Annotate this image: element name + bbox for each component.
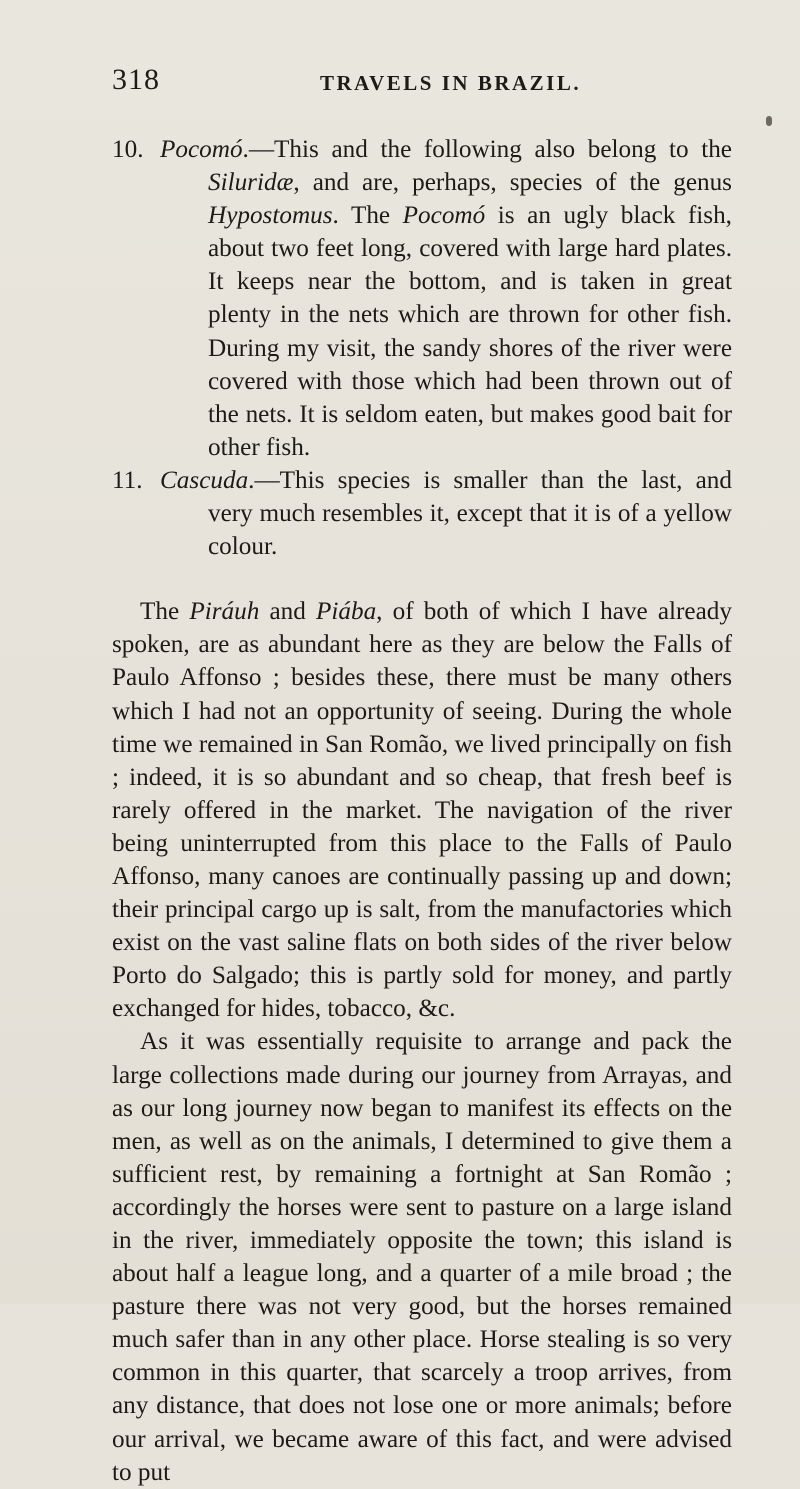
family-name: Siluridæ [208,169,294,197]
entry-number: 11. [112,466,143,494]
page-body [112,133,732,1489]
fish-entry-pocomo [112,133,732,464]
paragraph-text: The [140,598,190,626]
section-gap [112,563,732,595]
ink-speck [766,116,772,126]
running-title: TRAVELS IN BRAZIL. [320,71,582,95]
fish-name: Cascuda [160,466,249,494]
fish-entry-cascuda [112,464,732,563]
paragraph-horses [112,1025,732,1488]
paragraph-text: As it was essentially requisite to arrange and pack the large collections made during our journey from Arrayas, and as our long journey now began to manifest its effects on the men, as well as on the animals, I determined to give them a sufficient rest, by remaining a fortnight at San Romão ; accordingly the horses were sent to pasture on a large island in the river, immediately opposite the town; this island is about half a league long, and a quarter of a mile broad ; the pasture there was not very good, but the horses remained much safer than in any other place. Horse stealing is so very common in this quarter, that scarcely a troop arrives, from any distance, that does not lose one or more animals; before our arrival, we became aware of this fact, and were advised to put [112,1028,732,1486]
paragraph-fish-abundance [112,595,732,1025]
genus-name: Hypostomus [208,202,333,230]
fish-name: Pocomó [160,136,243,163]
paragraph-text: , of both of which I have already spoken, are as abundant here as they are below the Falls of Paulo Affonso ; besides these, there must be many others which I had not an opportunity of seeing. During the whole time we remained in San Romão, we lived principally on fish ; indeed, it is so abundant and so cheap, that fresh beef is rarely offered in the market. The navigation of the river being uninterrupted from this place to the Falls of Paulo Affonso, many canoes are continually passing up and down; their principal cargo up is salt, from the manufactories which exist on the vast saline flats on both sides of the river below Porto do Salgado; this is partly sold for money, and partly exchanged for hides, tobacco, &c. [112,598,732,1023]
entry-text: is an ugly black fish, about two feet long, covered with large hard plates. It keeps near the bottom, and is taken in great plenty in the nets which are thrown for other fish. During my visit, the sandy shores of the river were covered with those which had been thrown out of the nets. It is seldom eaten, but makes good bait for other fish. [208,202,732,461]
entry-text: . The [332,202,403,230]
entry-text: , and are, perhaps, species of the genus [293,169,732,197]
fish-name: Piráuh [189,598,260,626]
entry-number: 10. [112,136,144,163]
paragraph-text: and [259,598,316,626]
page-header [112,63,732,103]
entry-text: .—This and the following also belong to the [242,136,732,163]
fish-name: Piába [316,598,377,626]
entry-text: .—This species is smaller than the last, and very much resembles it, except that it is of a yellow colour. [208,466,732,561]
page-number: 318 [112,63,160,96]
fish-name: Pocomó [402,202,486,230]
